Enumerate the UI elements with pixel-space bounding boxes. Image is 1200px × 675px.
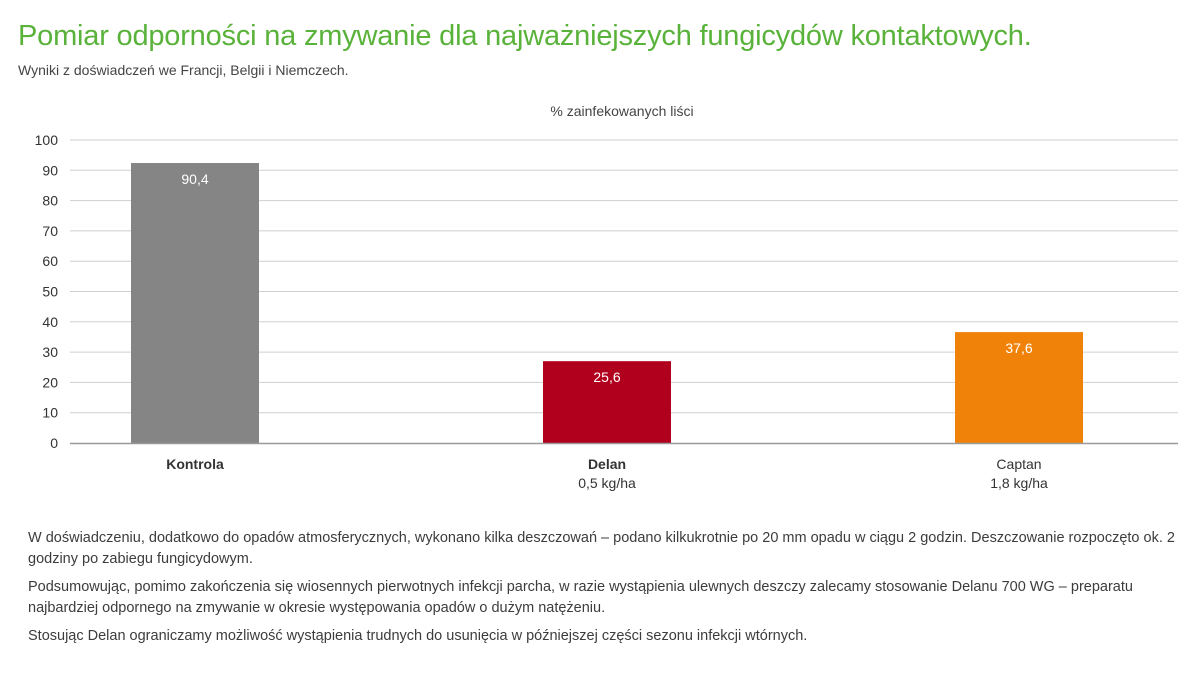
- data-label: 37,6: [1005, 340, 1033, 357]
- x-tick-label: Delan: [587, 456, 627, 472]
- y-tick-label: 30: [42, 344, 58, 361]
- y-tick-label: 0: [50, 435, 58, 451]
- data-label: 90,4: [181, 171, 209, 188]
- page-subtitle: Wyniki z doświadczeń we Francji, Belgii i Niemczech.: [18, 62, 349, 78]
- y-tick-label: 50: [42, 283, 58, 300]
- note-paragraph: W doświadczeniu, dodatkowo do opadów atmosferycznych, wykonano kilka deszczowań – podano kilkukrotnie po 20 mm opadu w ciągu 2 godzin. Deszczowanie rozpoczęto ok. 2 godziny po zabiegu fungicydowym.: [28, 530, 1175, 567]
- x-tick-sublabel: 0,5 kg/ha: [578, 475, 636, 491]
- page-title: Pomiar odporności na zmywanie dla najważniejszych fungicydów kontaktowych.: [18, 20, 1032, 52]
- y-axis-label: % zainfekowanych liści: [550, 103, 694, 119]
- y-tick-label: 100: [34, 132, 58, 148]
- y-tick-label: 80: [42, 192, 58, 209]
- y-tick-label: 60: [42, 253, 58, 270]
- y-tick-label: 40: [42, 313, 58, 330]
- x-tick-label: Kontrola: [166, 456, 224, 472]
- y-tick-label: 10: [42, 404, 58, 421]
- notes: [28, 528, 1178, 654]
- y-tick-label: 90: [42, 162, 58, 179]
- bar-kontrola: [131, 163, 259, 443]
- note-paragraph: Podsumowując, pomimo zakończenia się wiosennych pierwotnych infekcji parcha, w razie wystąpienia ulewnych deszczy zalecamy stosowanie Delanu 700 WG – preparatu najbardziej odpornego na zmywanie w okresie występowania opadów o dużym natężeniu.: [28, 579, 1133, 616]
- data-label: 25,6: [593, 369, 621, 386]
- note-paragraph: Stosując Delan ograniczamy możliwość wystąpienia trudnych do usunięcia w późniejszej części sezonu infekcji wtórnych.: [28, 628, 808, 644]
- x-tick-sublabel: 1,8 kg/ha: [990, 475, 1048, 491]
- x-tick-label: Captan: [996, 456, 1042, 472]
- y-tick-label: 20: [42, 374, 58, 391]
- y-tick-label: 70: [42, 222, 58, 239]
